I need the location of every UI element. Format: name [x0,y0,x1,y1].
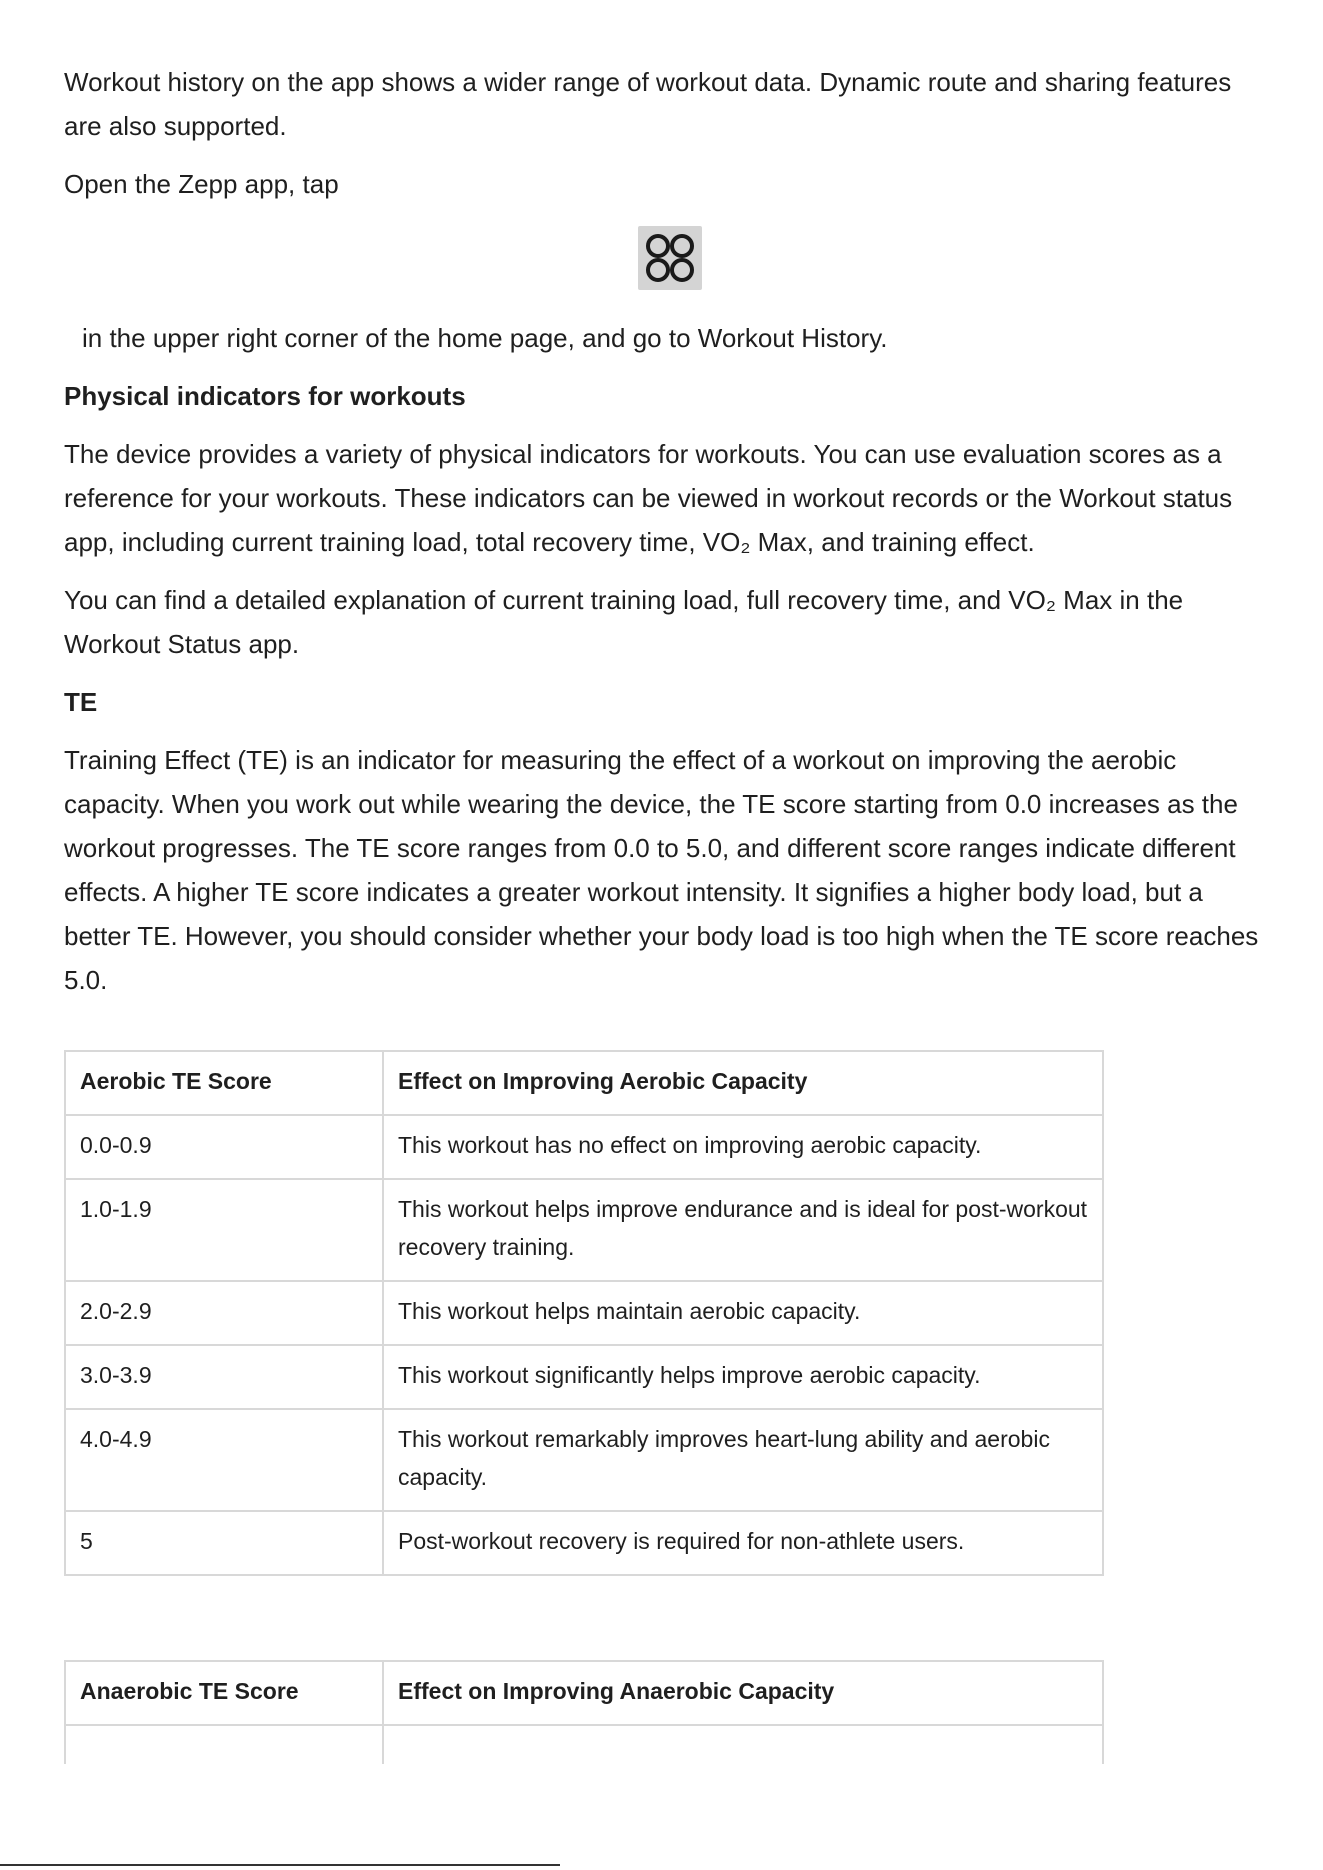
detailed-explanation-paragraph: You can find a detailed explanation of current training load, full recovery time, and VO₂ Max in the Workout Status app. [64,585,1184,659]
table-row [65,1409,1103,1511]
column-header-effect: Effect on Improving Anaerobic Capacity [383,1661,1103,1725]
effect-cell [383,1725,1103,1764]
effect-cell: This workout has no effect on improving aerobic capacity. [383,1115,1103,1179]
page-bottom-divider [0,1864,560,1866]
score-cell: 4.0-4.9 [65,1409,383,1511]
table-row [65,1179,1103,1281]
te-heading: TE [64,687,98,717]
anaerobic-table-wrapper [64,1660,1264,1764]
effect-cell: This workout helps maintain aerobic capacity. [383,1281,1103,1345]
table-row [65,1725,1103,1764]
after-icon-paragraph: in the upper right corner of the home page, and go to Workout History. [82,323,888,353]
aerobic-te-table [64,1050,1104,1576]
anaerobic-te-table [64,1660,1104,1764]
table-row [65,1345,1103,1409]
effect-cell: This workout remarkably improves heart-lung ability and aerobic capacity. [383,1409,1103,1511]
app-grid-icon [638,226,702,290]
score-cell [65,1725,383,1764]
table-row [65,1281,1103,1345]
column-header-score: Anaerobic TE Score [65,1661,383,1725]
column-header-effect: Effect on Improving Aerobic Capacity [383,1051,1103,1115]
effect-cell: This workout helps improve endurance and is ideal for post-workout recovery training. [383,1179,1103,1281]
column-header-score: Aerobic TE Score [65,1051,383,1115]
effect-cell: Post-workout recovery is required for non-athlete users. [383,1511,1103,1575]
score-cell: 3.0-3.9 [65,1345,383,1409]
aerobic-table-wrapper [64,1050,1264,1576]
document-page [64,60,1264,1764]
effect-cell: This workout significantly helps improve aerobic capacity. [383,1345,1103,1409]
table-row [65,1511,1103,1575]
open-app-paragraph: Open the Zepp app, tap [64,169,339,199]
score-cell: 2.0-2.9 [65,1281,383,1345]
physical-indicators-paragraph: The device provides a variety of physical indicators for workouts. You can use evaluation scores as a reference for your workouts. These indicators can be viewed in workout records or the Workout status app, including current training load, total recovery time, VO₂ Max, and training effect. [64,439,1233,557]
te-paragraph: Training Effect (TE) is an indicator for measuring the effect of a workout on improving the aerobic capacity. When you work out while wearing the device, the TE score starting from 0.0 increases as the workout progresses. The TE score ranges from 0.0 to 5.0, and different score ranges indicate different effects. A higher TE score indicates a greater workout intensity. It signifies a higher body load, but a better TE. However, you should consider whether your body load is too high when the TE score reaches 5.0. [64,745,1259,995]
table-header-row [65,1661,1103,1725]
workout-history-paragraph: Workout history on the app shows a wider range of workout data. Dynamic route and sharing features are also supported. [64,67,1232,141]
physical-indicators-heading: Physical indicators for workouts [64,381,466,411]
score-cell: 0.0-0.9 [65,1115,383,1179]
icon-row [64,206,1264,316]
table-header-row [65,1051,1103,1115]
score-cell: 1.0-1.9 [65,1179,383,1281]
table-row [65,1115,1103,1179]
score-cell: 5 [65,1511,383,1575]
